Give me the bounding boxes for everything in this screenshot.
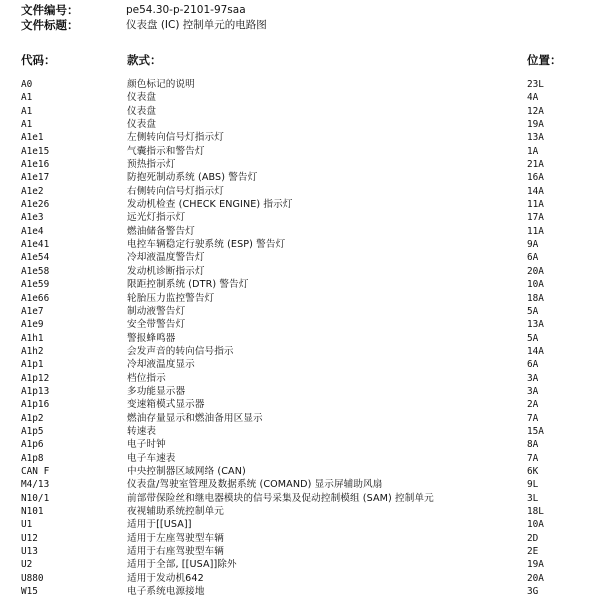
row-position: 1A [527,145,539,157]
row-position: 11A [527,199,544,211]
row-position: 14A [527,345,544,357]
table-row [0,492,607,505]
row-code: A1 [21,119,33,131]
table-row [0,305,607,318]
row-description: 仪表盘 [127,119,157,131]
row-description: 轮胎压力监控警告灯 [127,292,215,304]
row-description: 警报蜂鸣器 [127,332,176,344]
table-row [0,78,607,91]
row-code: CAN F [21,465,50,477]
row-description: 适用于[[USA]] [127,519,192,531]
row-position: 15A [527,425,544,437]
row-code: A1e66 [21,292,50,304]
row-description: 前部带保险丝和继电器模块的信号采集及促动控制模组 (SAM) 控制单元 [127,492,434,504]
row-position: 16A [527,172,544,184]
table-row [0,532,607,545]
row-description: 冷却液温度显示 [127,359,195,371]
row-code: A1e26 [21,199,50,211]
table-row [0,345,607,358]
table-row [0,318,607,331]
table-row [0,358,607,371]
row-description: 仪表盘 [127,92,157,104]
table-row [0,332,607,345]
document-number-label: 文件编号： [21,3,79,17]
table-row [0,145,607,158]
row-code: A1e1 [21,132,44,144]
row-position: 3L [527,492,539,504]
row-position: 5A [527,332,539,344]
row-code: A1e16 [21,159,50,171]
document-title-label: 文件标题： [21,18,79,32]
table-row [0,545,607,558]
table-row [0,372,607,385]
row-description: 防抱死制动系统 (ABS) 警告灯 [127,172,258,184]
row-position: 3G [527,586,539,598]
table-row [0,225,607,238]
row-description: 燃油储备警告灯 [127,225,195,237]
row-description: 适用于全部, [[USA]]除外 [127,559,237,571]
table-row [0,158,607,171]
row-description: 预热指示灯 [127,159,176,171]
row-position: 5A [527,305,539,317]
table-row [0,278,607,291]
row-code: U880 [21,572,44,584]
row-code: A1e41 [21,239,50,251]
row-description: 转速表 [127,425,157,437]
row-code: A1e4 [21,225,44,237]
table-row [0,118,607,131]
row-code: U12 [21,532,38,544]
table-row [0,412,607,425]
row-description: 发动机检查 (CHECK ENGINE) 指示灯 [127,199,293,211]
column-header-description: 款式： [127,53,162,67]
row-position: 23L [527,79,544,90]
table-row [0,91,607,104]
row-position: 3A [527,372,539,384]
document-title-value: 仪表盘 (IC) 控制单元的电路图 [126,19,267,31]
row-description: 仪表盘 [127,105,157,117]
table-row [0,105,607,118]
row-description: 适用于发动机642 [127,572,204,584]
row-position: 20A [527,572,544,584]
row-code: A1h2 [21,345,44,357]
row-description: 气囊指示和警告灯 [127,145,205,157]
row-code: U1 [21,519,33,531]
row-description: 安全带警告灯 [127,319,186,331]
row-position: 17A [527,212,544,224]
row-code: A1p8 [21,452,44,464]
table-row [0,385,607,398]
row-description: 冷却液温度警告灯 [127,252,205,264]
row-code: U2 [21,559,33,571]
row-description: 发动机诊断指示灯 [127,265,205,277]
row-position: 13A [527,132,544,144]
table-row [0,251,607,264]
row-position: 2E [527,546,539,558]
row-code: A1p16 [21,399,50,411]
row-description: 中央控制器区域网络 (CAN) [127,465,246,477]
row-description: 适用于左座驾驶型车辆 [127,532,224,544]
row-code: A1p12 [21,372,50,384]
document-number-value: pe54.30-p-2101-97saa [126,4,246,16]
row-code: A1e54 [21,252,50,264]
row-description: 多功能显示器 [127,385,186,397]
row-code: A1p2 [21,412,44,424]
row-code: A1p1 [21,359,44,371]
table-row [0,292,607,305]
row-description: 电控车辆稳定行驶系统 (ESP) 警告灯 [127,239,286,251]
row-description: 限距控制系统 (DTR) 警告灯 [127,279,249,291]
row-code: A1 [21,92,33,104]
row-position: 19A [527,559,544,571]
row-position: 18L [527,506,544,517]
row-code: A1e59 [21,279,50,291]
row-description: 电子时钟 [127,439,166,451]
row-position: 9A [527,239,539,251]
row-position: 6A [527,359,539,371]
row-description: 远光灯指示灯 [127,212,186,224]
table-row [0,131,607,144]
table-row [0,265,607,278]
row-description: 电子车速表 [127,452,176,464]
table-row [0,425,607,438]
component-table [0,78,607,598]
row-description: 右侧转向信号灯指示灯 [127,185,224,197]
row-code: W15 [21,586,38,598]
row-position: 6A [527,252,539,264]
row-code: M4/13 [21,479,50,491]
row-description: 变速箱模式显示器 [127,399,205,411]
row-description: 仪表盘/驾驶室管理及数据系统 (COMAND) 显示屏辅助风扇 [127,479,383,491]
row-code: A1p5 [21,425,44,437]
row-position: 7A [527,452,539,464]
table-row [0,185,607,198]
row-position: 19A [527,119,544,131]
table-row [0,198,607,211]
row-position: 9L [527,479,539,491]
row-position: 21A [527,159,544,171]
row-position: 10A [527,519,544,531]
row-position: 8A [527,439,539,451]
table-row [0,505,607,518]
table-row [0,585,607,598]
row-position: 7A [527,412,539,424]
row-position: 20A [527,265,544,277]
row-code: N10/1 [21,492,50,504]
row-description: 适用于右座驾驶型车辆 [127,546,224,558]
table-row [0,518,607,531]
row-description: 档位指示 [127,372,166,384]
table-row [0,452,607,465]
row-code: N101 [21,506,44,517]
row-position: 10A [527,279,544,291]
row-position: 2A [527,399,539,411]
row-position: 12A [527,105,544,117]
row-position: 14A [527,185,544,197]
row-description: 会发声音的转向信号指示 [127,345,234,357]
row-code: U13 [21,546,38,558]
row-position: 3A [527,385,539,397]
row-code: A1h1 [21,332,44,344]
row-position: 18A [527,292,544,304]
row-code: A1e58 [21,265,50,277]
row-position: 6K [527,465,539,477]
row-position: 11A [527,225,544,237]
row-description: 左侧转向信号灯指示灯 [127,132,224,144]
row-description: 制动液警告灯 [127,305,186,317]
row-description: 颜色标记的说明 [127,79,195,90]
table-row [0,211,607,224]
row-code: A0 [21,79,33,90]
table-row [0,558,607,571]
row-description: 夜视辅助系统控制单元 [127,506,224,517]
row-code: A1e15 [21,145,50,157]
column-header-position: 位置： [527,53,562,67]
row-description: 电子系统电源接地 [127,586,205,598]
row-code: A1p13 [21,385,50,397]
column-header-code: 代码： [21,53,56,67]
table-row [0,465,607,478]
table-row [0,398,607,411]
table-row [0,572,607,585]
row-code: A1 [21,105,33,117]
row-description: 燃油存量显示和燃油备用区显示 [127,412,263,424]
table-row [0,478,607,491]
table-row [0,438,607,451]
row-position: 2D [527,532,539,544]
row-code: A1p6 [21,439,44,451]
row-code: A1e3 [21,212,44,224]
row-position: 13A [527,319,544,331]
row-code: A1e2 [21,185,44,197]
row-code: A1e17 [21,172,50,184]
row-code: A1e7 [21,305,44,317]
table-row [0,171,607,184]
row-code: A1e9 [21,319,44,331]
table-row [0,238,607,251]
row-position: 4A [527,92,539,104]
